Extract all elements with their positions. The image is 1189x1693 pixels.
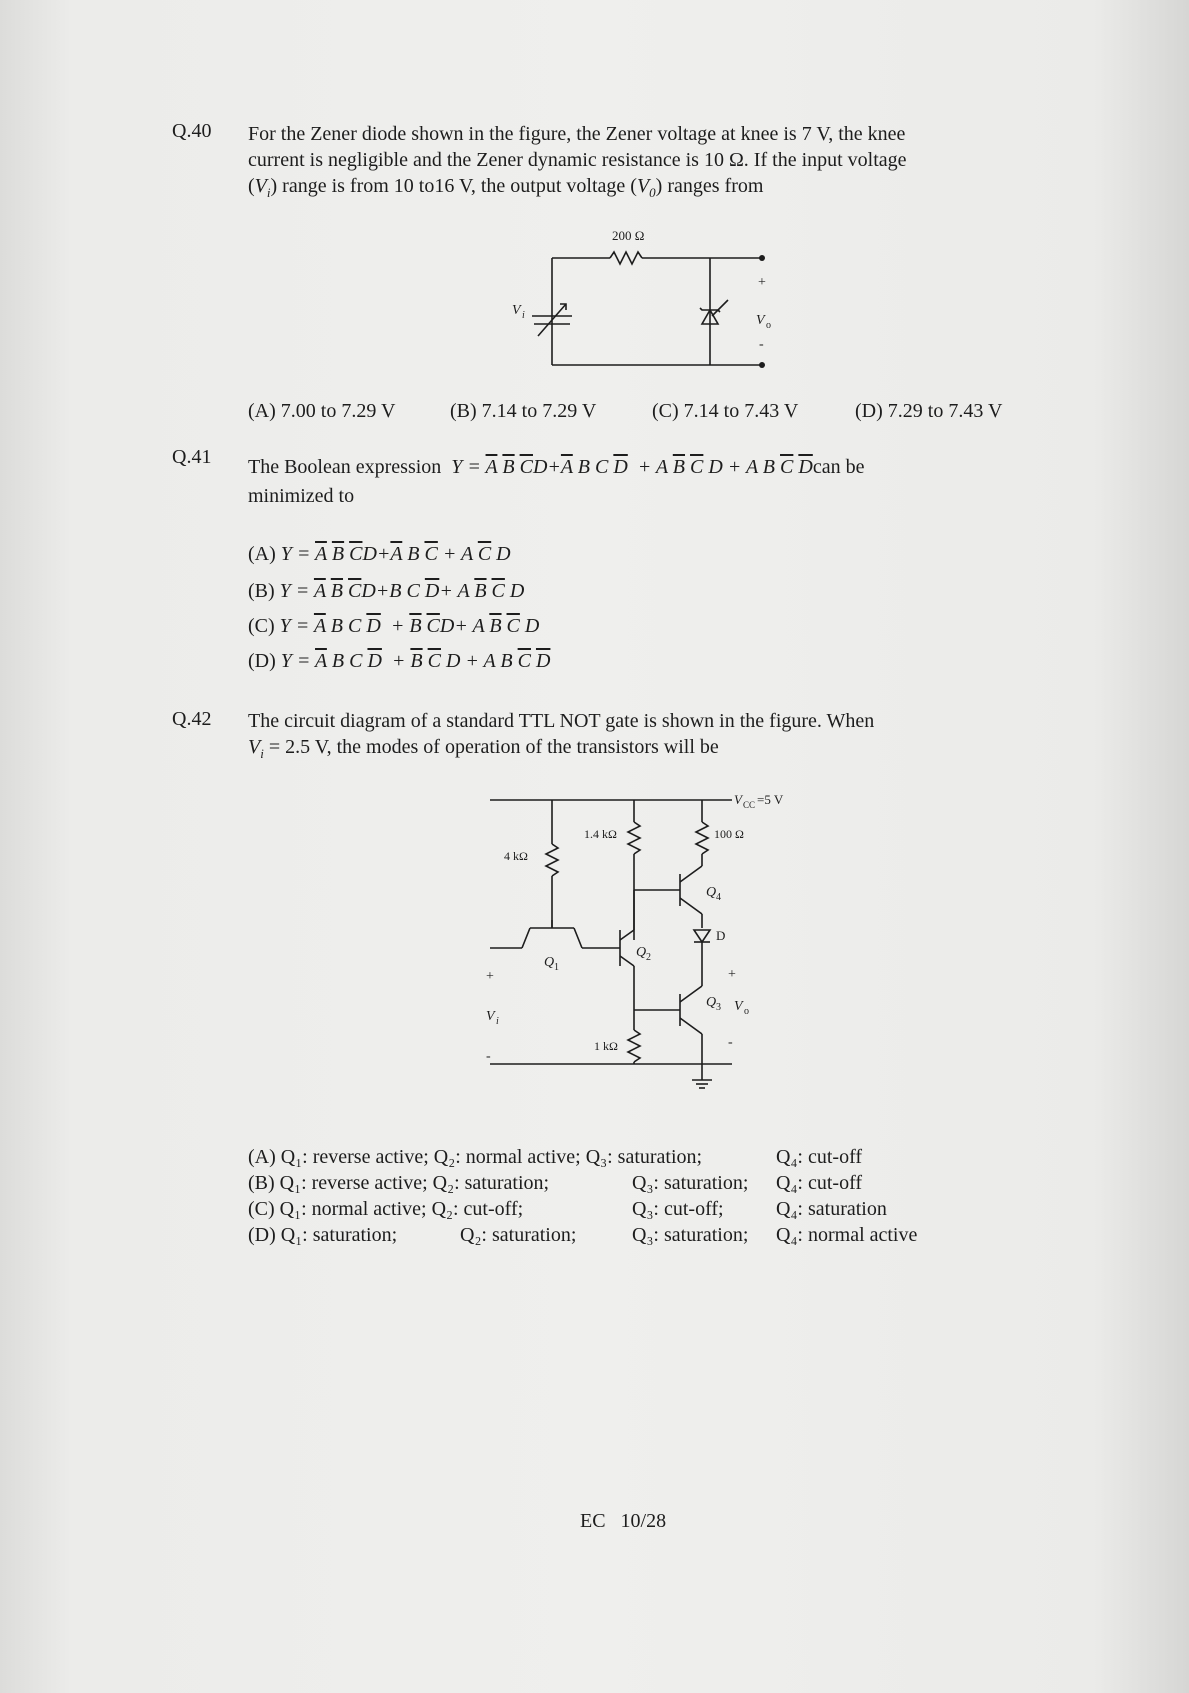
q41-expression-line [248, 456, 864, 479]
q3-label: Q [706, 995, 717, 1010]
vcc-sub: CC [743, 800, 756, 810]
page-footer: EC 10/28 [580, 1510, 667, 1532]
q40-option-b: (B) 7.14 to 7.29 V [450, 400, 597, 422]
resistor-200-label: 200 Ω [612, 228, 645, 243]
q41-option-c: (C) $Y = \overline{A}$ B C $\overline{D} + \overline{B}$ $\overline{C}D+ A$ $\overline{B}$ $\overline{C}$ D [248, 615, 540, 637]
resistor-4k-label: 4 kΩ [504, 849, 528, 863]
q41-intro: The Boolean expression [248, 456, 442, 478]
q42-option-c: (C) Q₁: normal active; Q₂: cut-off; Q₃: cut-off; Q₄: saturation [248, 1198, 887, 1220]
q41-number: Q.41 [172, 446, 212, 468]
vi-sub-ttl: i [496, 1016, 499, 1027]
vo-label-ttl: V [734, 999, 743, 1014]
q41-tail: can be [812, 456, 865, 478]
q41-option-d: (D) $Y = \overline{A}$ B C $\overline{D} + \overline{B}$ $\overline{C}$ D + A B $\overline{C}$ $\overline{D}$ [248, 650, 551, 672]
q4-sub: 4 [716, 892, 721, 903]
q40-text [248, 121, 1048, 206]
q42-number: Q.42 [172, 708, 212, 730]
q42-line2: $V_i = 2.5$ V, the modes of operation of the transistors will be [248, 736, 719, 761]
vcc-label: V [734, 792, 742, 807]
q41-option-b: (B) $Y = \overline{A}$ $\overline{B}$ $\overline{C}D+B$ C $\overline{D}+ A$ $\overline{B}$ $\overline{C}$ D [248, 580, 525, 602]
q41-option-a: (A) $Y = \overline{A}$ $\overline{B}$ $\overline{C}D+\overline{A}$ B $\overline{C} + A$ $\overline{C}$ D [248, 543, 511, 565]
q2-label: Q [636, 945, 647, 960]
q40-line3: $(V_i)$ range is from 10 to16 V, the output voltage $(V_0)$ ranges from [248, 175, 764, 200]
vo-sub: o [766, 320, 771, 331]
vo-minus-ttl: - [728, 1035, 733, 1050]
vo-plus: + [758, 275, 766, 290]
q40-option-c: (C) 7.14 to 7.43 V [652, 400, 799, 422]
q1-sub: 1 [554, 962, 559, 973]
vo-minus: - [759, 337, 764, 352]
resistor-1k-label: 1 kΩ [594, 1039, 618, 1053]
vi-label-ttl: V [486, 1009, 495, 1024]
vo-sub-ttl: o [744, 1006, 749, 1017]
q2-sub: 2 [646, 952, 651, 963]
q42-line1: The circuit diagram of a standard TTL NOT gate is shown in the figure. When [248, 710, 875, 732]
resistor-100-label: 100 Ω [714, 827, 744, 841]
q3-sub: 3 [716, 1002, 721, 1013]
vcc-value: =5 V [757, 792, 784, 807]
q40-number: Q.40 [172, 120, 212, 142]
zener-circuit-figure [500, 220, 790, 370]
q42-option-d: (D) Q₁: saturation; Q₂: saturation; Q₃: saturation; Q₄: normal active [248, 1224, 918, 1246]
vo-plus-ttl: + [728, 967, 736, 982]
vi-label: V [512, 303, 521, 318]
q40-option-a: (A) 7.00 to 7.29 V [248, 400, 396, 422]
q40-option-d: (D) 7.29 to 7.43 V [855, 400, 1003, 422]
q40-line2: current is negligible and the Zener dynamic resistance is 10 Ω. If the input voltage [248, 149, 907, 171]
q42-text [248, 708, 1048, 767]
q42-option-a: (A) Q₁: reverse active; Q₂: normal active; Q₃: saturation; Q₄: cut-off [248, 1146, 863, 1168]
vi-plus: + [486, 969, 494, 984]
boolean-expression: $Y = \overline{A}$ $\overline{B}$ $\overline{C}D+\overline{A}$ B C $\overline{D} + A$ $\overline{B}$ $\overline{C}$ D + A B $\overline{C}$ $\overline{D}$ [446, 456, 813, 478]
q1-label: Q [544, 955, 555, 970]
q42-option-b: (B) Q₁: reverse active; Q₂: saturation; Q₃: saturation; Q₄: cut-off [248, 1172, 863, 1194]
vo-label: V [756, 313, 765, 328]
resistor-1-4k-label: 1.4 kΩ [584, 827, 617, 841]
ttl-not-gate-figure [470, 780, 830, 1120]
q41-line2: minimized to [248, 485, 355, 507]
diode-d-label: D [716, 928, 726, 943]
q4-label: Q [706, 885, 717, 900]
vi-minus: - [486, 1049, 491, 1064]
vi-sub: i [522, 310, 525, 321]
q40-line1: For the Zener diode shown in the figure, the Zener voltage at knee is 7 V, the knee [248, 123, 906, 145]
